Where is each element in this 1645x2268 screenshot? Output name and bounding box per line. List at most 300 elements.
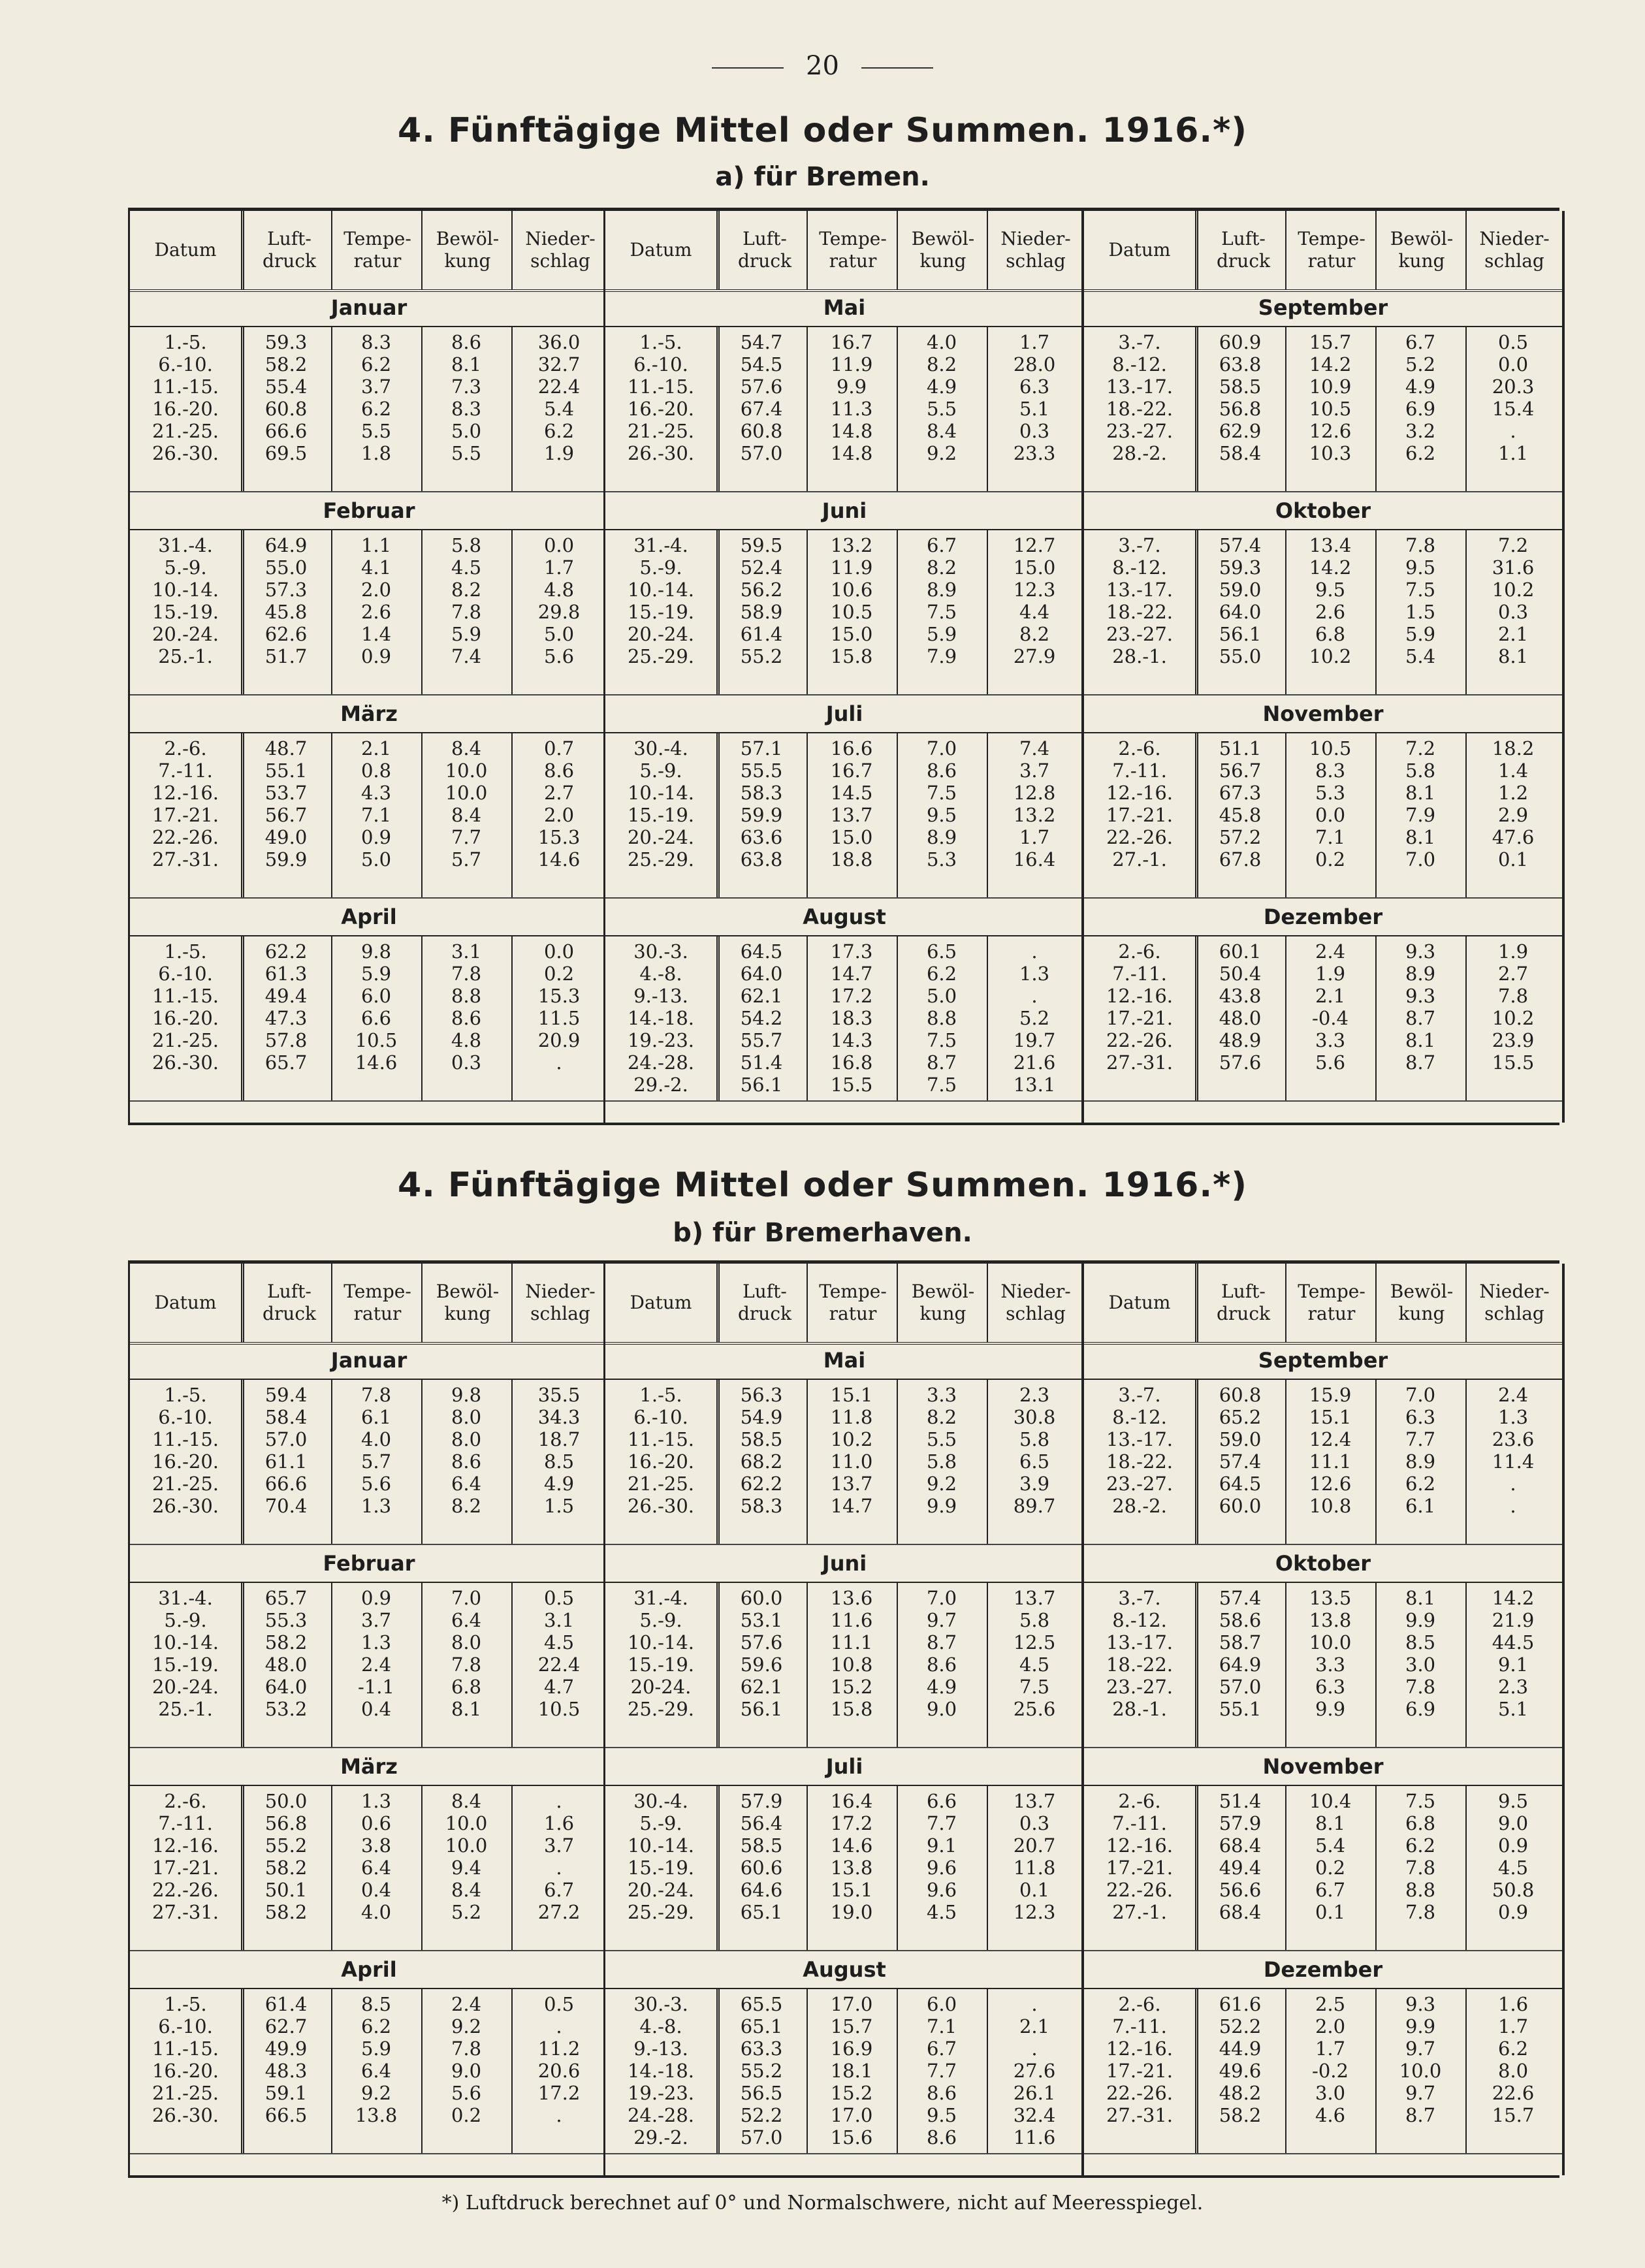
- cell-temperatur: 4.3: [360, 782, 392, 804]
- table-row: [1084, 1993, 1561, 2015]
- cell-datum: 26.-30.: [152, 2104, 219, 2126]
- cell-temperatur: 17.3: [830, 940, 873, 963]
- cell-niederschlag: 12.7: [1013, 534, 1056, 556]
- cell-niederschlag: 0.9: [1497, 1901, 1529, 1923]
- cell-luftdruck: 66.6: [264, 420, 308, 442]
- month-block: [605, 899, 1083, 1102]
- cell-bewoelkung: 8.2: [451, 1495, 482, 1517]
- header-label: Datum: [630, 239, 692, 261]
- table-row: [1084, 737, 1561, 759]
- cell-temperatur: 2.6: [1315, 601, 1346, 623]
- header-label: Bewöl- kung: [911, 228, 975, 272]
- header-luftdruck: [1195, 211, 1288, 289]
- cell-niederschlag: 0.1: [1019, 1879, 1050, 1901]
- cell-datum: 23.-27.: [1106, 1473, 1174, 1495]
- table-row: [605, 442, 1082, 464]
- table-row: [130, 1834, 607, 1857]
- cell-temperatur: 7.1: [1315, 826, 1346, 848]
- table-row: [130, 985, 607, 1007]
- cell-niederschlag: 34.3: [537, 1406, 581, 1428]
- cell-bewoelkung: 6.2: [1405, 1473, 1436, 1495]
- cell-datum: 10.-14.: [152, 1631, 219, 1653]
- cell-luftdruck: 50.1: [264, 1879, 308, 1901]
- cell-temperatur: 9.9: [836, 375, 867, 398]
- header-label: Datum: [154, 1292, 217, 1313]
- cell-niederschlag: 1.6: [1497, 1993, 1529, 2015]
- header-label: Nieder- schlag: [1479, 228, 1550, 272]
- cell-bewoelkung: 5.7: [451, 848, 482, 870]
- table-row: [1084, 353, 1561, 375]
- cell-luftdruck: 61.4: [740, 623, 783, 645]
- cell-bewoelkung: 6.8: [451, 1676, 482, 1698]
- cell-temperatur: 13.7: [830, 804, 873, 826]
- cell-datum: 22.-26.: [1106, 2082, 1174, 2104]
- cell-datum: 5.-9.: [639, 1609, 682, 1631]
- table-row: [605, 759, 1082, 782]
- table-row: [130, 963, 607, 985]
- table-row: [1084, 1790, 1561, 1812]
- cell-temperatur: 13.8: [1309, 1609, 1352, 1631]
- cell-bewoelkung: 7.2: [1405, 737, 1436, 759]
- cell-bewoelkung: 9.0: [451, 2060, 482, 2082]
- table-row: [1084, 420, 1561, 442]
- table-row: [130, 940, 607, 963]
- cell-temperatur: -1.1: [358, 1676, 394, 1698]
- cell-niederschlag: 14.2: [1492, 1587, 1535, 1609]
- cell-bewoelkung: 9.4: [451, 1857, 482, 1879]
- cell-luftdruck: 56.8: [1219, 398, 1262, 420]
- cell-niederschlag: .: [1510, 1473, 1516, 1495]
- header-datum: [1084, 211, 1195, 289]
- cell-bewoelkung: 9.2: [926, 442, 957, 464]
- cell-bewoelkung: 7.0: [926, 1587, 957, 1609]
- cell-luftdruck: 50.0: [264, 1790, 308, 1812]
- cell-luftdruck: 62.2: [740, 1473, 783, 1495]
- cell-niederschlag: 8.0: [1497, 2060, 1529, 2082]
- cell-datum: 1.-5.: [164, 940, 207, 963]
- month-block: [605, 1748, 1083, 1951]
- cell-niederschlag: .: [1031, 2037, 1038, 2060]
- cell-temperatur: 14.6: [355, 1051, 398, 1074]
- cell-temperatur: 10.0: [1309, 1631, 1352, 1653]
- cell-luftdruck: 51.4: [740, 1051, 783, 1074]
- table-row: [1084, 2015, 1561, 2037]
- cell-bewoelkung: 5.5: [926, 398, 957, 420]
- cell-luftdruck: 55.0: [1219, 645, 1262, 667]
- cell-temperatur: 14.6: [830, 1834, 873, 1857]
- cell-luftdruck: 55.1: [264, 759, 308, 782]
- cell-datum: 15.-19.: [627, 1857, 695, 1879]
- table-row: [130, 1406, 607, 1428]
- cell-datum: 25.-29.: [627, 1901, 695, 1923]
- cell-datum: 27.-1.: [1112, 848, 1167, 870]
- cell-niederschlag: 0.3: [1019, 1812, 1050, 1834]
- cell-datum: 12.-16.: [152, 782, 219, 804]
- table-row: [1084, 442, 1561, 464]
- cell-datum: 25.-29.: [627, 1698, 695, 1720]
- cell-luftdruck: 58.2: [264, 1857, 308, 1879]
- cell-niederschlag: 35.5: [537, 1384, 581, 1406]
- cell-niederschlag: 23.9: [1492, 1029, 1535, 1051]
- cell-niederschlag: 1.9: [543, 442, 575, 464]
- table-row: [130, 1609, 607, 1631]
- cell-luftdruck: 52.2: [740, 2104, 783, 2126]
- cell-bewoelkung: 7.8: [451, 2037, 482, 2060]
- table-row: [1084, 1653, 1561, 1676]
- table-row: [130, 2082, 607, 2104]
- cell-niederschlag: 5.8: [1019, 1609, 1050, 1631]
- table-row: [1084, 1029, 1561, 1051]
- cell-niederschlag: 15.3: [537, 826, 581, 848]
- table-row: [130, 534, 607, 556]
- cell-bewoelkung: 9.6: [926, 1857, 957, 1879]
- cell-luftdruck: 64.6: [740, 1879, 783, 1901]
- cell-bewoelkung: 7.5: [926, 782, 957, 804]
- table-row: [605, 601, 1082, 623]
- cell-niederschlag: 30.8: [1013, 1406, 1056, 1428]
- table-row: [130, 1676, 607, 1698]
- table-row: [1084, 1901, 1561, 1923]
- cell-temperatur: 16.7: [830, 759, 873, 782]
- cell-luftdruck: 60.0: [1219, 1495, 1262, 1517]
- cell-bewoelkung: 8.6: [926, 759, 957, 782]
- cell-luftdruck: 49.9: [264, 2037, 308, 2060]
- cell-niederschlag: 2.1: [1497, 623, 1529, 645]
- cell-temperatur: 10.5: [1309, 398, 1352, 420]
- table-row: [605, 1812, 1082, 1834]
- table-row: [130, 442, 607, 464]
- cell-luftdruck: 58.4: [1219, 442, 1262, 464]
- cell-temperatur: 2.5: [1315, 1993, 1346, 2015]
- cell-bewoelkung: 8.9: [926, 826, 957, 848]
- month-block: [1084, 1748, 1562, 1951]
- cell-niederschlag: .: [556, 2015, 562, 2037]
- cell-datum: 2.-6.: [1118, 737, 1161, 759]
- cell-niederschlag: 1.9: [1497, 940, 1529, 963]
- cell-niederschlag: 29.8: [537, 601, 581, 623]
- table-header: [130, 1264, 608, 1345]
- month-name: Mai: [605, 289, 1083, 327]
- cell-niederschlag: 6.5: [1019, 1450, 1050, 1473]
- cell-luftdruck: 55.1: [1219, 1698, 1262, 1720]
- cell-datum: 28.-2.: [1112, 1495, 1167, 1517]
- cell-niederschlag: 0.2: [543, 963, 575, 985]
- cell-niederschlag: 21.6: [1013, 1051, 1056, 1074]
- cell-datum: 25.-1.: [158, 645, 213, 667]
- header-label: Luft- druck: [263, 228, 316, 272]
- cell-luftdruck: 48.7: [264, 737, 308, 759]
- cell-temperatur: 16.7: [830, 331, 873, 353]
- cell-datum: 21.-25.: [152, 2082, 219, 2104]
- table-row: [605, 1609, 1082, 1631]
- table-row: [605, 737, 1082, 759]
- cell-datum: 3.-7.: [1118, 1587, 1161, 1609]
- table-column-group: [1081, 1264, 1565, 2175]
- table-row: [605, 1029, 1082, 1051]
- cell-luftdruck: 56.1: [740, 1698, 783, 1720]
- cell-datum: 24.-28.: [627, 1051, 695, 1074]
- cell-luftdruck: 59.3: [264, 331, 308, 353]
- cell-bewoelkung: 7.8: [1405, 1901, 1436, 1923]
- cell-luftdruck: 57.0: [740, 2126, 783, 2148]
- cell-luftdruck: 64.0: [264, 1676, 308, 1698]
- cell-temperatur: 3.8: [360, 1834, 392, 1857]
- cell-luftdruck: 57.0: [1219, 1676, 1262, 1698]
- cell-temperatur: 15.2: [830, 2082, 873, 2104]
- cell-bewoelkung: 8.1: [1405, 826, 1436, 848]
- header-label: Luft- druck: [1217, 228, 1270, 272]
- table-row: [1084, 331, 1561, 353]
- cell-niederschlag: 11.5: [537, 1007, 581, 1029]
- month-block: [130, 899, 608, 1102]
- cell-bewoelkung: 4.9: [926, 375, 957, 398]
- cell-bewoelkung: 9.3: [1405, 1993, 1436, 2015]
- cell-temperatur: 6.6: [360, 1007, 392, 1029]
- cell-bewoelkung: 9.9: [1405, 1609, 1436, 1631]
- cell-temperatur: 13.7: [830, 1473, 873, 1495]
- cell-luftdruck: 45.8: [264, 601, 308, 623]
- cell-niederschlag: 0.1: [1497, 848, 1529, 870]
- cell-temperatur: 5.9: [360, 2037, 392, 2060]
- cell-niederschlag: 12.3: [1013, 1901, 1056, 1923]
- cell-temperatur: 0.2: [1315, 1857, 1346, 1879]
- cell-niederschlag: 23.3: [1013, 442, 1056, 464]
- cell-niederschlag: 15.0: [1013, 556, 1056, 579]
- cell-niederschlag: 18.2: [1492, 737, 1535, 759]
- table-row: [605, 2104, 1082, 2126]
- cell-niederschlag: 8.1: [1497, 645, 1529, 667]
- table-column-group: [1081, 211, 1565, 1123]
- cell-luftdruck: 62.1: [740, 985, 783, 1007]
- cell-bewoelkung: 4.9: [926, 1676, 957, 1698]
- cell-datum: 16.-20.: [627, 1450, 695, 1473]
- cell-luftdruck: 51.4: [1219, 1790, 1262, 1812]
- cell-datum: 5.-9.: [639, 1812, 682, 1834]
- cell-luftdruck: 57.4: [1219, 534, 1262, 556]
- cell-niederschlag: 22.4: [537, 1653, 581, 1676]
- cell-datum: 23.-27.: [1106, 420, 1174, 442]
- cell-niederschlag: .: [1510, 420, 1516, 442]
- cell-datum: 8.-12.: [1112, 353, 1167, 375]
- header-label: Bewöl- kung: [1390, 228, 1454, 272]
- table-row: [130, 1587, 607, 1609]
- cell-temperatur: -0.4: [1312, 1007, 1349, 1029]
- cell-niederschlag: 89.7: [1013, 1495, 1056, 1517]
- cell-luftdruck: 66.5: [264, 2104, 308, 2126]
- cell-datum: 19.-23.: [627, 2082, 695, 2104]
- cell-datum: 1.-5.: [164, 331, 207, 353]
- cell-luftdruck: 58.7: [1219, 1631, 1262, 1653]
- table-row: [1084, 1879, 1561, 1901]
- cell-bewoelkung: 4.5: [926, 1901, 957, 1923]
- cell-datum: 17.-21.: [1106, 804, 1174, 826]
- cell-luftdruck: 56.7: [264, 804, 308, 826]
- cell-bewoelkung: 9.3: [1405, 940, 1436, 963]
- cell-temperatur: 13.5: [1309, 1587, 1352, 1609]
- header-label: Nieder- schlag: [525, 1281, 596, 1324]
- month-rows: [605, 1785, 1083, 1951]
- cell-datum: 22.-26.: [1106, 1879, 1174, 1901]
- table-row: [1084, 2104, 1561, 2126]
- cell-luftdruck: 49.4: [264, 985, 308, 1007]
- cell-niederschlag: 3.7: [1019, 759, 1050, 782]
- table-row: [605, 353, 1082, 375]
- cell-luftdruck: 58.5: [740, 1834, 783, 1857]
- cell-datum: 7.-11.: [1112, 1812, 1167, 1834]
- cell-niederschlag: 4.5: [543, 1631, 575, 1653]
- cell-temperatur: 15.2: [830, 1676, 873, 1698]
- cell-temperatur: 10.2: [830, 1428, 873, 1450]
- cell-datum: 15.-19.: [627, 601, 695, 623]
- cell-temperatur: 15.0: [830, 826, 873, 848]
- cell-niederschlag: 15.5: [1492, 1051, 1535, 1074]
- month-name: November: [1084, 695, 1562, 733]
- cell-temperatur: 8.1: [1315, 1812, 1346, 1834]
- cell-luftdruck: 53.1: [740, 1609, 783, 1631]
- cell-bewoelkung: 8.6: [926, 2082, 957, 2104]
- cell-niederschlag: 2.1: [1019, 2015, 1050, 2037]
- cell-luftdruck: 62.2: [264, 940, 308, 963]
- cell-temperatur: 16.6: [830, 737, 873, 759]
- table-row: [1084, 940, 1561, 963]
- cell-luftdruck: 58.5: [1219, 375, 1262, 398]
- table-row: [605, 782, 1082, 804]
- cell-bewoelkung: 8.6: [926, 2126, 957, 2148]
- cell-niederschlag: 7.4: [1019, 737, 1050, 759]
- cell-datum: 16.-20.: [152, 398, 219, 420]
- cell-datum: 20.-24.: [627, 826, 695, 848]
- table-row: [1084, 1450, 1561, 1473]
- header-datum: [130, 1264, 241, 1342]
- cell-datum: 18.-22.: [1106, 601, 1174, 623]
- table-row: [1084, 1631, 1561, 1653]
- page-number: 20: [0, 51, 1645, 81]
- month-block: [130, 1951, 608, 2154]
- table-row: [1084, 1812, 1561, 1834]
- month-name: Juni: [605, 492, 1083, 530]
- cell-niederschlag: 2.0: [543, 804, 575, 826]
- cell-niederschlag: 2.3: [1019, 1384, 1050, 1406]
- cell-temperatur: 17.2: [830, 1812, 873, 1834]
- month-rows: [1084, 1988, 1562, 2154]
- cell-niederschlag: 2.7: [543, 782, 575, 804]
- cell-luftdruck: 48.9: [1219, 1029, 1262, 1051]
- cell-niederschlag: 8.6: [543, 759, 575, 782]
- cell-temperatur: 0.0: [1315, 804, 1346, 826]
- cell-bewoelkung: 8.6: [451, 331, 482, 353]
- cell-niederschlag: 23.6: [1492, 1428, 1535, 1450]
- cell-niederschlag: 32.4: [1013, 2104, 1056, 2126]
- cell-luftdruck: 61.3: [264, 963, 308, 985]
- cell-luftdruck: 69.5: [264, 442, 308, 464]
- header-datum: [1084, 1264, 1195, 1342]
- cell-temperatur: 15.1: [830, 1384, 873, 1406]
- cell-bewoelkung: 8.6: [926, 1653, 957, 1676]
- cell-bewoelkung: 5.0: [451, 420, 482, 442]
- cell-bewoelkung: 7.7: [926, 2060, 957, 2082]
- month-name: Oktober: [1084, 1545, 1562, 1583]
- table-row: [130, 804, 607, 826]
- section-a-title: 4. Fünftägige Mittel oder Summen. 1916.*): [397, 111, 1248, 150]
- cell-niederschlag: .: [556, 1857, 562, 1879]
- cell-datum: 21.-25.: [152, 1473, 219, 1495]
- month-rows: [130, 529, 608, 695]
- cell-datum: 26.-30.: [152, 1051, 219, 1074]
- cell-bewoelkung: 7.8: [451, 963, 482, 985]
- header-datum: [130, 211, 241, 289]
- cell-luftdruck: 64.5: [740, 940, 783, 963]
- header-label: Luft- druck: [738, 1281, 791, 1324]
- month-rows: [1084, 935, 1562, 1102]
- cell-niederschlag: 6.2: [1497, 2037, 1529, 2060]
- header-datum: [605, 211, 716, 289]
- cell-luftdruck: 56.2: [740, 579, 783, 601]
- month-name: September: [1084, 289, 1562, 327]
- cell-bewoelkung: 7.5: [926, 1074, 957, 1096]
- header-niederschlag: [987, 1264, 1083, 1342]
- table-row: [1084, 623, 1561, 645]
- cell-luftdruck: 68.4: [1219, 1834, 1262, 1857]
- cell-luftdruck: 64.5: [1219, 1473, 1262, 1495]
- cell-bewoelkung: 2.4: [451, 1993, 482, 2015]
- cell-bewoelkung: 7.5: [926, 601, 957, 623]
- header-niederschlag: [511, 1264, 608, 1342]
- header-bewoelkung: [1375, 1264, 1467, 1342]
- month-name: August: [605, 1951, 1083, 1989]
- cell-luftdruck: 63.3: [740, 2037, 783, 2060]
- cell-niederschlag: 19.7: [1013, 1029, 1056, 1051]
- cell-bewoelkung: 9.0: [926, 1698, 957, 1720]
- table-row: [130, 601, 607, 623]
- header-temperatur: [1285, 211, 1377, 289]
- month-rows: [130, 935, 608, 1102]
- bremen-table: [128, 208, 1559, 1125]
- cell-temperatur: 2.4: [360, 1653, 392, 1676]
- cell-niederschlag: 12.8: [1013, 782, 1056, 804]
- month-name: Juli: [605, 1748, 1083, 1786]
- cell-niederschlag: 6.7: [543, 1879, 575, 1901]
- cell-datum: 16.-20.: [152, 2060, 219, 2082]
- table-row: [130, 759, 607, 782]
- cell-luftdruck: 43.8: [1219, 985, 1262, 1007]
- month-rows: [605, 935, 1083, 1102]
- cell-niederschlag: 20.9: [537, 1029, 581, 1051]
- month-rows: [130, 732, 608, 899]
- table-row: [605, 2037, 1082, 2060]
- cell-niederschlag: .: [556, 1790, 562, 1812]
- cell-bewoelkung: 5.2: [1405, 353, 1436, 375]
- cell-bewoelkung: 8.8: [1405, 1879, 1436, 1901]
- cell-datum: 30.-3.: [633, 940, 688, 963]
- cell-luftdruck: 55.5: [740, 759, 783, 782]
- cell-bewoelkung: 10.0: [445, 1834, 488, 1857]
- cell-niederschlag: 7.8: [1497, 985, 1529, 1007]
- cell-luftdruck: 57.2: [1219, 826, 1262, 848]
- month-name: Oktober: [1084, 492, 1562, 530]
- cell-temperatur: 4.0: [360, 1901, 392, 1923]
- cell-temperatur: 11.3: [830, 398, 873, 420]
- cell-datum: 17.-21.: [152, 1857, 219, 1879]
- cell-bewoelkung: 8.2: [926, 353, 957, 375]
- cell-luftdruck: 57.4: [1219, 1450, 1262, 1473]
- cell-niederschlag: 0.3: [1019, 420, 1050, 442]
- table-row: [1084, 1676, 1561, 1698]
- cell-luftdruck: 64.9: [264, 534, 308, 556]
- cell-luftdruck: 55.2: [740, 645, 783, 667]
- cell-luftdruck: 52.4: [740, 556, 783, 579]
- cell-temperatur: 5.7: [360, 1450, 392, 1473]
- header-label: Tempe- ratur: [1298, 228, 1366, 272]
